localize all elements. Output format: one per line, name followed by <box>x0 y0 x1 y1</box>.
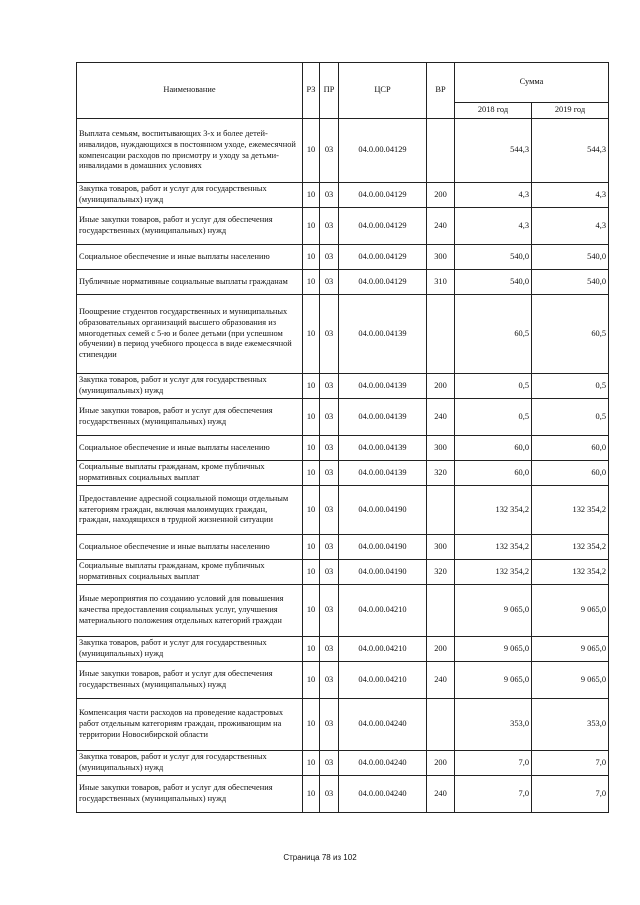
header-csr: ЦСР <box>339 63 427 119</box>
cell-rz: 10 <box>303 662 320 699</box>
cell-vr: 240 <box>427 662 455 699</box>
cell-rz: 10 <box>303 776 320 813</box>
cell-name: Выплата семьям, воспитывающих 3-х и более детей-инвалидов, нуждающихся в постоянном уходе, ежемесячной компенсации расходов по присмотру и уходу за детьми-инвалидами в домашних условиях <box>77 119 303 183</box>
cell-name: Социальные выплаты гражданам, кроме публичных нормативных социальных выплат <box>77 461 303 486</box>
cell-pr: 03 <box>320 183 339 208</box>
table-body <box>77 119 609 813</box>
table-row <box>77 183 609 208</box>
cell-vr: 200 <box>427 183 455 208</box>
page-number: Страница 78 из 102 <box>283 853 357 862</box>
cell-csr: 04.0.00.04240 <box>339 699 427 751</box>
cell-vr: 300 <box>427 436 455 461</box>
cell-csr: 04.0.00.04139 <box>339 295 427 374</box>
cell-csr: 04.0.00.04210 <box>339 637 427 662</box>
cell-2019: 60,5 <box>532 295 609 374</box>
budget-table <box>76 62 609 813</box>
cell-vr: 200 <box>427 751 455 776</box>
cell-2019: 9 065,0 <box>532 585 609 637</box>
table-row <box>77 208 609 245</box>
cell-2018: 9 065,0 <box>455 662 532 699</box>
cell-rz: 10 <box>303 270 320 295</box>
cell-2018: 0,5 <box>455 374 532 399</box>
cell-vr <box>427 699 455 751</box>
cell-vr: 240 <box>427 776 455 813</box>
cell-vr: 200 <box>427 637 455 662</box>
cell-name: Предоставление адресной социальной помощи отдельным категориям граждан, включая малоимущих граждан, граждан, находящихся в трудной жизненной ситуации <box>77 486 303 535</box>
cell-name: Закупка товаров, работ и услуг для государственных (муниципальных) нужд <box>77 374 303 399</box>
cell-pr: 03 <box>320 486 339 535</box>
cell-2019: 132 354,2 <box>532 535 609 560</box>
cell-pr: 03 <box>320 295 339 374</box>
cell-2018: 132 354,2 <box>455 560 532 585</box>
cell-2018: 60,5 <box>455 295 532 374</box>
cell-rz: 10 <box>303 183 320 208</box>
cell-vr: 240 <box>427 399 455 436</box>
cell-pr: 03 <box>320 560 339 585</box>
cell-2019: 132 354,2 <box>532 486 609 535</box>
cell-2018: 0,5 <box>455 399 532 436</box>
cell-name: Закупка товаров, работ и услуг для государственных (муниципальных) нужд <box>77 751 303 776</box>
cell-2018: 60,0 <box>455 461 532 486</box>
cell-name: Социальное обеспечение и иные выплаты населению <box>77 436 303 461</box>
cell-name: Поощрение студентов государственных и муниципальных образовательных организаций высшего образования из многодетных семей с 5-ю и более детьми (при успешном обучении) в период учебного процесса в виде ежемесячной стипендии <box>77 295 303 374</box>
cell-rz: 10 <box>303 699 320 751</box>
cell-rz: 10 <box>303 119 320 183</box>
cell-pr: 03 <box>320 119 339 183</box>
cell-rz: 10 <box>303 751 320 776</box>
cell-rz: 10 <box>303 208 320 245</box>
table-row <box>77 436 609 461</box>
table-header <box>77 63 609 119</box>
cell-vr: 320 <box>427 560 455 585</box>
cell-2019: 9 065,0 <box>532 637 609 662</box>
cell-vr: 320 <box>427 461 455 486</box>
cell-2018: 353,0 <box>455 699 532 751</box>
cell-rz: 10 <box>303 560 320 585</box>
cell-csr: 04.0.00.04210 <box>339 662 427 699</box>
table-row <box>77 560 609 585</box>
cell-pr: 03 <box>320 399 339 436</box>
cell-2018: 60,0 <box>455 436 532 461</box>
cell-2018: 540,0 <box>455 245 532 270</box>
cell-2018: 7,0 <box>455 751 532 776</box>
cell-2019: 540,0 <box>532 270 609 295</box>
cell-name: Иные закупки товаров, работ и услуг для обеспечения государственных (муниципальных) нужд <box>77 208 303 245</box>
cell-2019: 544,3 <box>532 119 609 183</box>
cell-rz: 10 <box>303 374 320 399</box>
table-row <box>77 270 609 295</box>
cell-csr: 04.0.00.04240 <box>339 776 427 813</box>
cell-2018: 9 065,0 <box>455 585 532 637</box>
cell-csr: 04.0.00.04129 <box>339 183 427 208</box>
cell-pr: 03 <box>320 585 339 637</box>
cell-2019: 7,0 <box>532 776 609 813</box>
cell-csr: 04.0.00.04190 <box>339 486 427 535</box>
cell-2019: 60,0 <box>532 436 609 461</box>
cell-csr: 04.0.00.04190 <box>339 560 427 585</box>
table-row <box>77 637 609 662</box>
cell-2018: 132 354,2 <box>455 486 532 535</box>
cell-2019: 4,3 <box>532 208 609 245</box>
cell-pr: 03 <box>320 208 339 245</box>
cell-rz: 10 <box>303 436 320 461</box>
header-name: Наименование <box>77 63 303 119</box>
table-row <box>77 399 609 436</box>
table-row <box>77 776 609 813</box>
cell-2019: 60,0 <box>532 461 609 486</box>
cell-name: Закупка товаров, работ и услуг для государственных (муниципальных) нужд <box>77 637 303 662</box>
cell-pr: 03 <box>320 436 339 461</box>
cell-2018: 4,3 <box>455 208 532 245</box>
cell-csr: 04.0.00.04129 <box>339 245 427 270</box>
table-row <box>77 751 609 776</box>
cell-pr: 03 <box>320 776 339 813</box>
cell-name: Социальное обеспечение и иные выплаты населению <box>77 535 303 560</box>
cell-pr: 03 <box>320 699 339 751</box>
cell-2018: 7,0 <box>455 776 532 813</box>
cell-pr: 03 <box>320 662 339 699</box>
cell-name: Закупка товаров, работ и услуг для государственных (муниципальных) нужд <box>77 183 303 208</box>
cell-pr: 03 <box>320 461 339 486</box>
cell-rz: 10 <box>303 637 320 662</box>
cell-2018: 4,3 <box>455 183 532 208</box>
cell-2018: 544,3 <box>455 119 532 183</box>
cell-rz: 10 <box>303 535 320 560</box>
cell-pr: 03 <box>320 535 339 560</box>
cell-vr <box>427 585 455 637</box>
cell-2019: 132 354,2 <box>532 560 609 585</box>
cell-name: Компенсация части расходов на проведение кадастровых работ отдельным категориям граждан, проживающим на территории Новосибирской области <box>77 699 303 751</box>
table-row <box>77 461 609 486</box>
cell-2019: 540,0 <box>532 245 609 270</box>
cell-rz: 10 <box>303 461 320 486</box>
cell-2018: 132 354,2 <box>455 535 532 560</box>
cell-2018: 9 065,0 <box>455 637 532 662</box>
table-row <box>77 535 609 560</box>
table-row <box>77 245 609 270</box>
cell-2019: 353,0 <box>532 699 609 751</box>
cell-vr: 240 <box>427 208 455 245</box>
cell-name: Иные закупки товаров, работ и услуг для обеспечения государственных (муниципальных) нужд <box>77 776 303 813</box>
table-row <box>77 585 609 637</box>
cell-csr: 04.0.00.04210 <box>339 585 427 637</box>
cell-2019: 7,0 <box>532 751 609 776</box>
cell-rz: 10 <box>303 245 320 270</box>
cell-pr: 03 <box>320 374 339 399</box>
cell-vr <box>427 486 455 535</box>
cell-name: Социальные выплаты гражданам, кроме публичных нормативных социальных выплат <box>77 560 303 585</box>
cell-pr: 03 <box>320 270 339 295</box>
cell-csr: 04.0.00.04139 <box>339 461 427 486</box>
cell-2019: 9 065,0 <box>532 662 609 699</box>
cell-csr: 04.0.00.04139 <box>339 374 427 399</box>
header-2019: 2019 год <box>532 103 609 119</box>
cell-rz: 10 <box>303 295 320 374</box>
cell-csr: 04.0.00.04139 <box>339 436 427 461</box>
cell-csr: 04.0.00.04129 <box>339 119 427 183</box>
table-row <box>77 119 609 183</box>
header-vr: ВР <box>427 63 455 119</box>
cell-vr: 200 <box>427 374 455 399</box>
table-row <box>77 295 609 374</box>
cell-csr: 04.0.00.04129 <box>339 270 427 295</box>
cell-rz: 10 <box>303 399 320 436</box>
cell-name: Социальное обеспечение и иные выплаты населению <box>77 245 303 270</box>
header-2018: 2018 год <box>455 103 532 119</box>
cell-csr: 04.0.00.04190 <box>339 535 427 560</box>
header-pr: ПР <box>320 63 339 119</box>
cell-pr: 03 <box>320 751 339 776</box>
cell-name: Публичные нормативные социальные выплаты гражданам <box>77 270 303 295</box>
cell-name: Иные закупки товаров, работ и услуг для обеспечения государственных (муниципальных) нужд <box>77 399 303 436</box>
header-rz: РЗ <box>303 63 320 119</box>
cell-vr <box>427 295 455 374</box>
table-row <box>77 662 609 699</box>
cell-vr: 300 <box>427 245 455 270</box>
table-row <box>77 486 609 535</box>
cell-name: Иные мероприятия по созданию условий для повышения качества предоставления социальных услуг, улучшения материального положения отдельных категорий граждан <box>77 585 303 637</box>
cell-rz: 10 <box>303 486 320 535</box>
cell-2019: 4,3 <box>532 183 609 208</box>
cell-csr: 04.0.00.04139 <box>339 399 427 436</box>
table-row <box>77 374 609 399</box>
cell-csr: 04.0.00.04129 <box>339 208 427 245</box>
cell-name: Иные закупки товаров, работ и услуг для обеспечения государственных (муниципальных) нужд <box>77 662 303 699</box>
cell-pr: 03 <box>320 245 339 270</box>
cell-csr: 04.0.00.04240 <box>339 751 427 776</box>
cell-2019: 0,5 <box>532 374 609 399</box>
table-row <box>77 699 609 751</box>
cell-rz: 10 <box>303 585 320 637</box>
cell-vr: 300 <box>427 535 455 560</box>
cell-pr: 03 <box>320 637 339 662</box>
cell-vr <box>427 119 455 183</box>
cell-2018: 540,0 <box>455 270 532 295</box>
header-sum: Сумма <box>455 63 609 103</box>
cell-vr: 310 <box>427 270 455 295</box>
cell-2019: 0,5 <box>532 399 609 436</box>
